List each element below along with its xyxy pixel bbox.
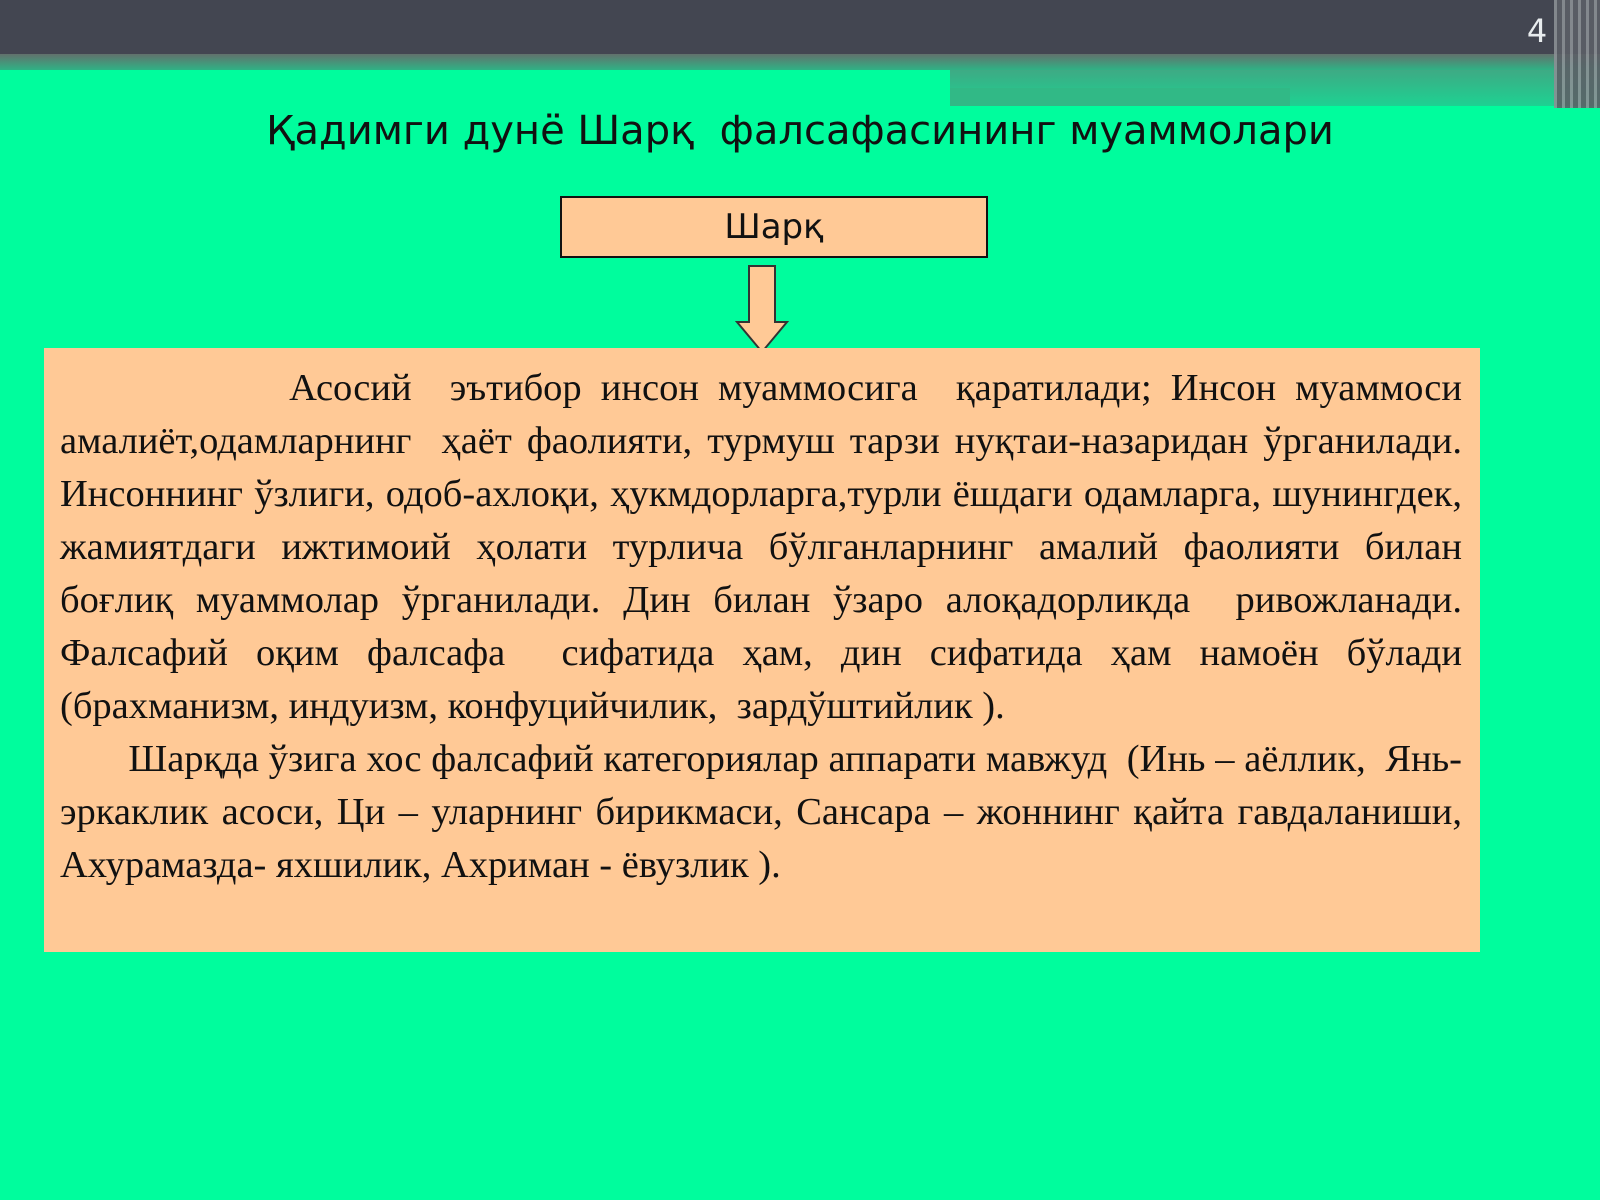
- content-paragraph-2: Шарқда ўзига хос фалсафий категориялар аппарати мавжуд (Инь – аёллик, Янь-эркаклик асоси, Ци – уларнинг бирикмаси, Сансара – жоннинг қайта гавдаланиши, Ахурамазда- яхшилик, Ахриман - ёвузлик ).: [60, 738, 1472, 886]
- content-text-panel: [44, 348, 1480, 952]
- slide-header-bar: [0, 0, 1600, 54]
- slide-number: 4: [1526, 12, 1548, 50]
- down-arrow-icon: [734, 264, 790, 356]
- header-accent-band: [0, 54, 1600, 70]
- header-stripes-decoration: [1554, 0, 1600, 108]
- slide-title: Қадимги дунё Шарқ фалсафасининг муаммолари: [266, 108, 1334, 154]
- east-label-box: Шарқ: [560, 196, 988, 258]
- header-accent-band-inner: [950, 88, 1290, 106]
- content-paragraph-1: Асосий эътибор инсон муаммосига қаратилади; Инсон муаммоси амалиёт,одамларнинг ҳаёт фаолияти, турмуш тарзи нуқтаи-назаридан ўрганилади. Инсоннинг ўзлиги, одоб-ахлоқи, ҳукмдорларга,турли ёшдаги одамларга, шунингдек, жамиятдаги ижтимоий ҳолати турлича бўлганларнинг амалий фаолияти билан боғлиқ муаммолар ўрганилади. Дин билан ўзаро алоқадорликда ривожланади. Фалсафий оқим фалсафа сифатида ҳам, дин сифатида ҳам намоён бўлади (брахманизм, индуизм, конфуцийчилик, зардўштийлик ).: [60, 367, 1482, 727]
